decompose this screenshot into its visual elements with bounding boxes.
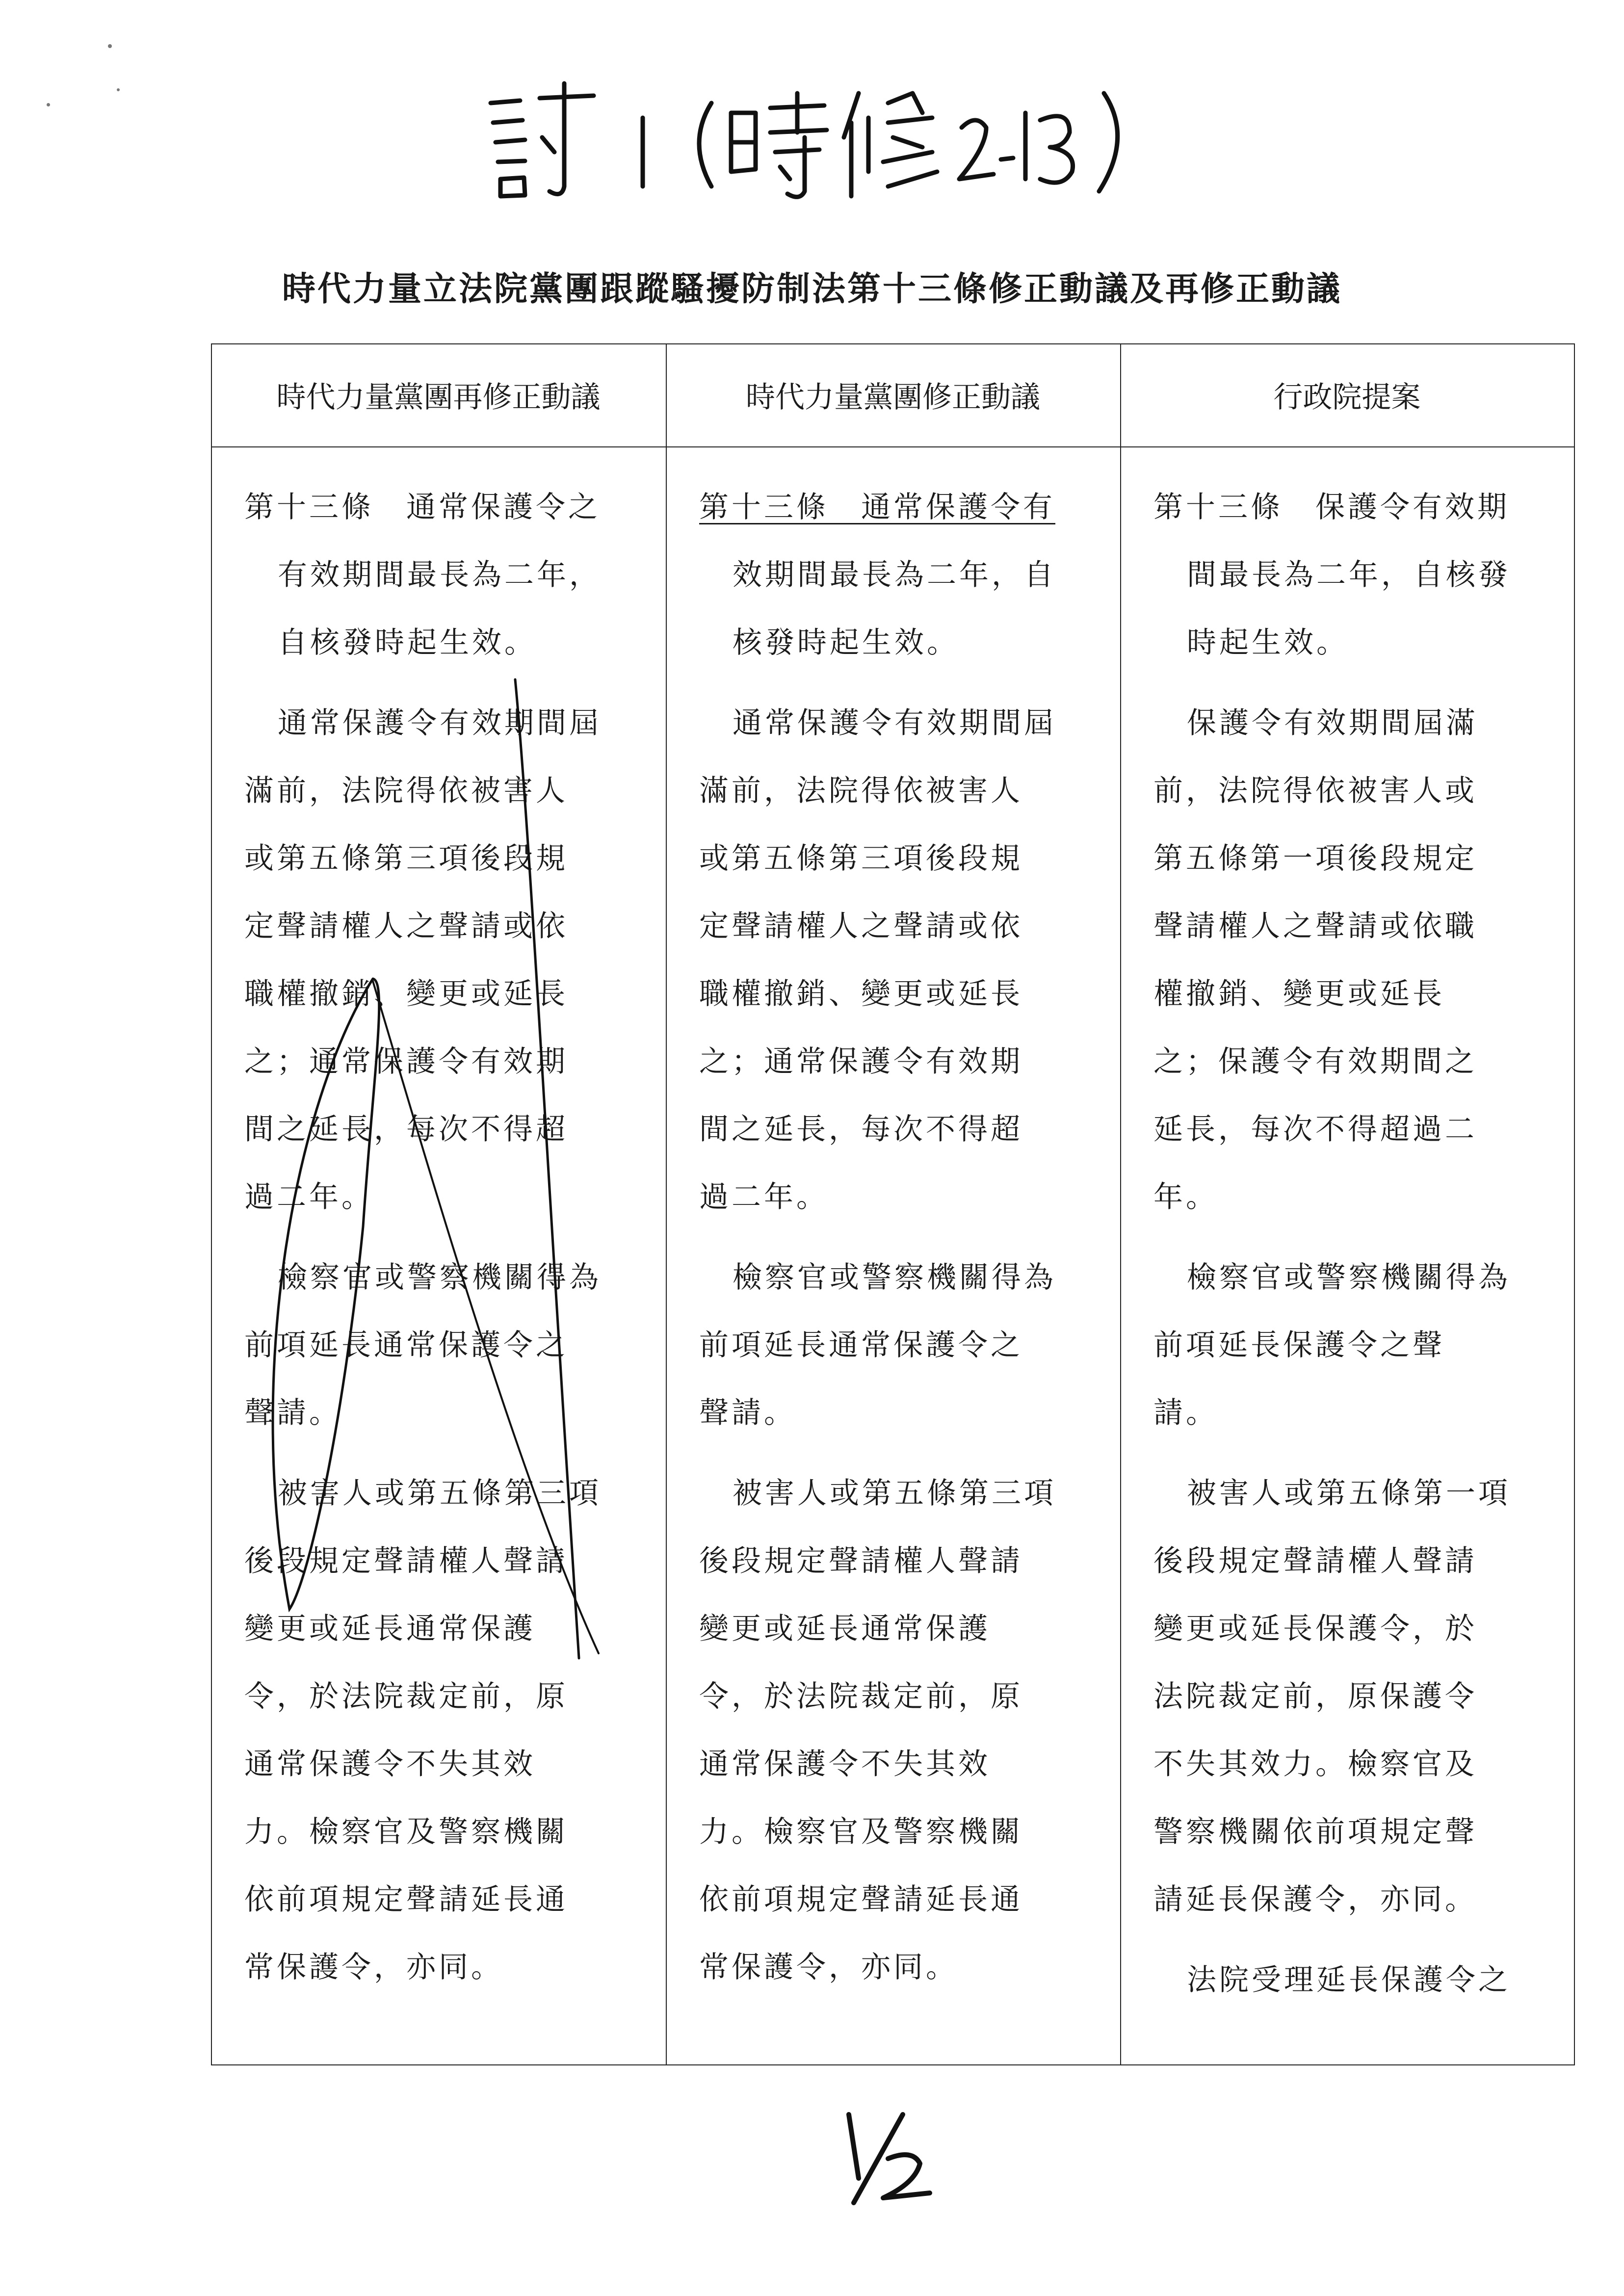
text-line: 之；通常保護令有效期 [244,1044,568,1079]
column-header-revised-motion: 時代力量黨團再修正動議 [276,380,601,415]
text-line: 力。檢察官及警察機關 [244,1815,568,1849]
article-paragraph [699,1244,1101,1447]
column-divider-2 [1120,343,1121,2065]
text-line: 過二年。 [699,1180,829,1214]
scan-speck [108,44,112,48]
text-line: 令，於法院裁定前，原 [699,1679,1023,1714]
text-line: 後段規定聲請權人聲請 [699,1544,1023,1578]
text-line: 第五條第一項後段規定 [1153,841,1477,876]
text-line: 前，法院得依被害人或 [1153,774,1477,808]
text-line: 效期間最長為二年，自 [733,558,1056,592]
text-line: 通常保護令不失其效 [699,1747,991,1781]
article-paragraph [699,473,1101,677]
article-paragraph [699,689,1101,1231]
text-line: 檢察官或警察機關得為 [733,1260,1056,1295]
text-line: 權撤銷、變更或延長 [1153,977,1445,1011]
text-line: 力。檢察官及警察機關 [699,1815,1023,1849]
text-line: 有效期間最長為二年， [278,558,602,592]
text-line: 聲請權人之聲請或依職 [1153,909,1477,943]
text-line: 檢察官或警察機關得為 [1187,1260,1511,1295]
text-line: 之；通常保護令有效期 [699,1044,1023,1079]
text-line: 法院受理延長保護令之 [1187,1963,1511,1997]
text-line: 滿前，法院得依被害人 [699,774,1023,808]
column-header-executive-proposal: 行政院提案 [1273,380,1421,415]
article-paragraph [244,689,647,1231]
scan-speck [117,88,120,91]
text-line: 令，於法院裁定前，原 [244,1679,568,1714]
column-divider-1 [666,343,667,2065]
text-line: 職權撤銷、變更或延長 [699,977,1023,1011]
text-line: 通常保護令有效期間屆 [733,706,1056,740]
article-paragraph [699,1460,1101,2001]
text-line: 聲請。 [244,1396,341,1430]
text-line: 時起生效。 [1187,626,1349,660]
text-line: 被害人或第五條第三項 [278,1476,602,1511]
text-line: 前項延長保護令之聲 [1153,1328,1445,1362]
text-line: 通常保護令不失其效 [244,1747,536,1781]
text-line: 之；保護令有效期間之 [1153,1044,1477,1079]
text-line: 變更或延長通常保護 [244,1612,536,1646]
text-line: 常保護令，亦同。 [699,1950,958,1984]
text-line: 法院裁定前，原保護令 [1153,1679,1477,1714]
column-body-executive-proposal [1153,473,1556,2027]
text-line: 定聲請權人之聲請或依 [699,909,1023,943]
text-line: 後段規定聲請權人聲請 [1153,1544,1477,1578]
handwritten-note [481,74,1168,211]
text-line: 延長，每次不得超過二 [1153,1112,1477,1147]
column-header-motion: 時代力量黨團修正動議 [746,380,1040,415]
article-paragraph [244,473,647,677]
text-line: 後段規定聲請權人聲請 [244,1544,568,1578]
text-line: 間之延長，每次不得超 [244,1112,568,1147]
text-line: 自核發時起生效。 [278,626,537,660]
text-line: 請。 [1153,1396,1218,1430]
text-line: 通常保護令有效期間屆 [278,706,602,740]
text-line: 間最長為二年，自核發 [1187,558,1511,592]
article-paragraph [244,1460,647,2001]
article-paragraph [1153,1244,1556,1447]
text-line: 前項延長通常保護令之 [699,1328,1023,1362]
text-line: 第十三條 通常保護令有 [699,490,1055,524]
text-line: 檢察官或警察機關得為 [278,1260,602,1295]
comparison-table [211,343,1575,2065]
column-body-motion [699,473,1101,2014]
text-line: 第十三條 通常保護令之 [244,490,601,524]
text-line: 間之延長，每次不得超 [699,1112,1023,1147]
article-paragraph [1153,1460,1556,1933]
article-paragraph [244,1244,647,1447]
article-paragraph [1153,473,1556,677]
text-line: 或第五條第三項後段規 [244,841,568,876]
text-line: 前項延長通常保護令之 [244,1328,568,1362]
scan-speck [47,103,50,106]
text-line: 定聲請權人之聲請或依 [244,909,568,943]
text-line: 年。 [1153,1180,1218,1214]
text-line: 變更或延長保護令，於 [1153,1612,1477,1646]
text-line: 依前項規定聲請延長通 [244,1882,568,1917]
header-divider [211,446,1575,447]
text-line: 警察機關依前項規定聲 [1153,1815,1477,1849]
text-line: 或第五條第三項後段規 [699,841,1023,876]
text-line: 聲請。 [699,1396,796,1430]
text-line: 依前項規定聲請延長通 [699,1882,1023,1917]
text-line: 第十三條 保護令有效期 [1153,490,1510,524]
text-line: 不失其效力。檢察官及 [1153,1747,1477,1781]
article-paragraph [1153,689,1556,1231]
document-title: 時代力量立法院黨團跟蹤騷擾防制法第十三條修正動議及再修正動議 [282,269,1342,309]
text-line: 被害人或第五條第三項 [733,1476,1056,1511]
handwritten-page-number [829,2105,947,2208]
text-line: 請延長保護令，亦同。 [1153,1882,1477,1917]
text-line: 常保護令，亦同。 [244,1950,503,1984]
text-line: 被害人或第五條第一項 [1187,1476,1511,1511]
text-line: 變更或延長通常保護 [699,1612,991,1646]
text-line: 保護令有效期間屆滿 [1187,706,1478,740]
column-body-revised-motion [244,473,647,2014]
text-line: 核發時起生效。 [733,626,959,660]
text-line: 職權撤銷、變更或延長 [244,977,568,1011]
text-line: 過二年。 [244,1180,374,1214]
article-paragraph [1153,1946,1556,2014]
text-line: 滿前，法院得依被害人 [244,774,568,808]
